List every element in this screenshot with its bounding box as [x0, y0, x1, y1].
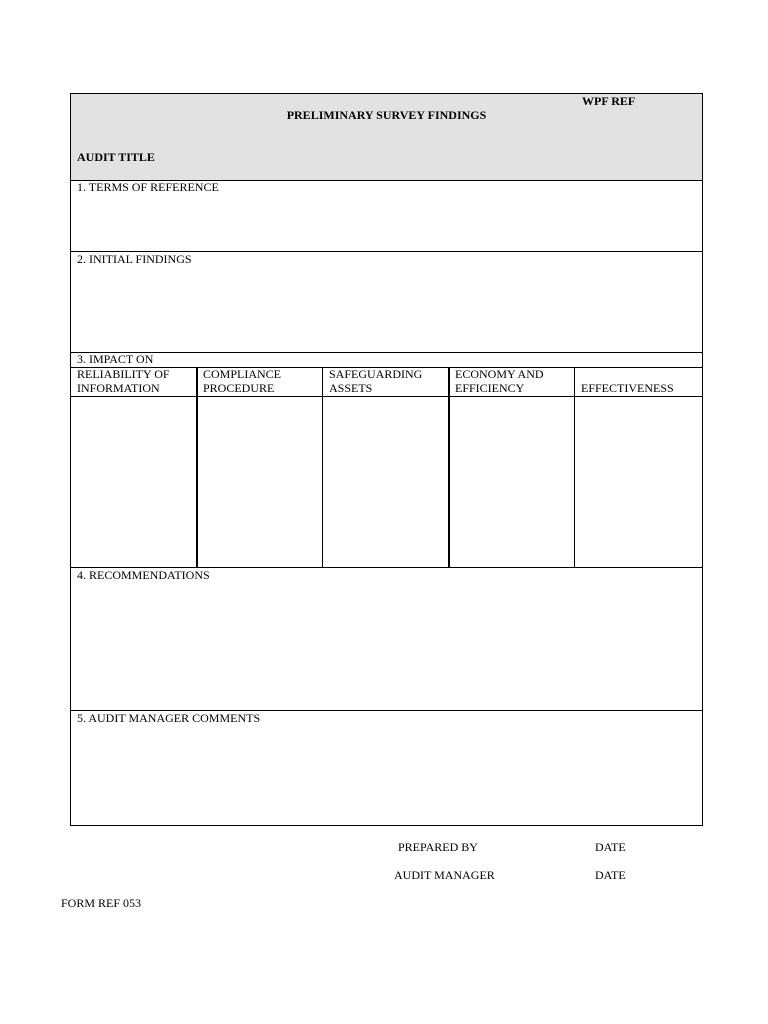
impact-col-reliability-header [77, 367, 170, 395]
impact-col-economy-header [455, 367, 544, 395]
audit-manager-comments-label: 5. AUDIT MANAGER COMMENTS [77, 711, 261, 725]
impact-cell-effectiveness[interactable] [575, 368, 702, 567]
date-label-prepared: DATE [595, 840, 626, 854]
form-header [71, 94, 702, 181]
date-label-manager: DATE [595, 868, 626, 882]
initial-findings-section[interactable] [71, 252, 702, 353]
impact-col-header-line: PROCEDURE [203, 381, 275, 395]
impact-col-header-line: INFORMATION [77, 381, 160, 395]
impact-col-header-line: ECONOMY AND [455, 367, 544, 381]
terms-of-reference-label: 1. TERMS OF REFERENCE [77, 180, 219, 194]
impact-table [71, 368, 702, 568]
audit-title-label: AUDIT TITLE [77, 150, 155, 164]
impact-col-header-line: EFFECTIVENESS [581, 381, 674, 395]
impact-on-section [71, 353, 702, 368]
audit-manager-label: AUDIT MANAGER [394, 868, 495, 882]
survey-form [70, 93, 703, 826]
impact-col-header-line: RELIABILITY OF [77, 367, 170, 381]
form-title: PRELIMINARY SURVEY FINDINGS [286, 108, 487, 122]
impact-col-header-line: EFFICIENCY [455, 381, 525, 395]
impact-cell-safeguarding[interactable] [323, 368, 449, 567]
audit-manager-comments-section[interactable] [71, 711, 702, 825]
wpf-ref-label: WPF REF [582, 94, 636, 108]
impact-cell-economy[interactable] [449, 368, 575, 567]
terms-of-reference-section[interactable] [71, 180, 702, 252]
impact-cell-compliance[interactable] [197, 368, 323, 567]
impact-col-header-line: ASSETS [329, 381, 373, 395]
recommendations-section[interactable] [71, 568, 702, 711]
column-divider [196, 368, 198, 567]
impact-col-safeguarding-header [329, 367, 422, 395]
column-divider [574, 368, 575, 567]
initial-findings-label: 2. INITIAL FINDINGS [77, 252, 192, 266]
prepared-by-label: PREPARED BY [398, 840, 478, 854]
impact-col-header-line: SAFEGUARDING [329, 367, 423, 381]
column-divider [448, 368, 450, 567]
impact-col-header-line [581, 367, 674, 381]
impact-col-compliance-header [203, 367, 281, 395]
column-divider [322, 368, 323, 567]
recommendations-label: 4. RECOMMENDATIONS [77, 568, 210, 582]
impact-col-header-line: COMPLIANCE [203, 367, 282, 381]
impact-on-label: 3. IMPACT ON [77, 352, 154, 366]
form-ref-label: FORM REF 053 [61, 896, 142, 910]
impact-cell-reliability[interactable] [71, 368, 197, 567]
impact-col-effectiveness-header [581, 367, 674, 395]
